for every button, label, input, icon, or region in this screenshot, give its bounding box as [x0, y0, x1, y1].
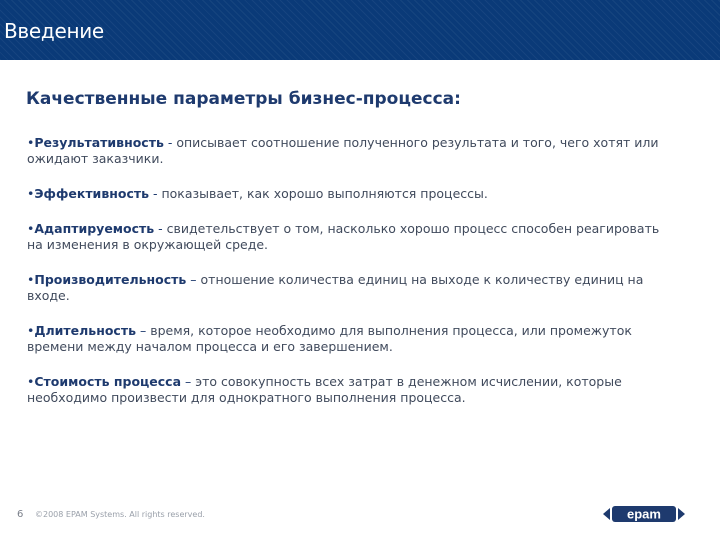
list-item — [27, 221, 677, 253]
title-bar — [0, 0, 720, 60]
bullet: • — [27, 374, 35, 389]
page-number: 6 — [17, 509, 24, 520]
item-text: описывает соотношение полученного результата и того, чего хотят или ожидают заказчики. — [27, 135, 659, 166]
item-text: отношение количества единиц на выходе к количеству единиц на входе. — [27, 272, 644, 303]
logo-left-arrow — [603, 508, 610, 520]
item-separator: – — [136, 323, 151, 338]
item-term: Результативность — [34, 135, 164, 150]
list-item — [27, 135, 677, 167]
bullet: • — [27, 221, 35, 236]
copyright-text: ©2008 EPAM Systems. All rights reserved. — [35, 510, 205, 519]
logo-right-arrow — [678, 508, 685, 520]
item-text: показывает, как хорошо выполняются процессы. — [161, 186, 488, 201]
list-item — [27, 374, 677, 406]
item-separator: – — [181, 374, 196, 389]
item-term: Длительность — [34, 323, 136, 338]
bullet: • — [27, 272, 35, 287]
list-item — [27, 186, 677, 202]
item-term: Эффективность — [34, 186, 150, 201]
slide-title: Введение — [4, 19, 104, 43]
slide-heading: Качественные параметры бизнес-процесса: — [26, 89, 461, 109]
epam-logo — [603, 503, 685, 525]
item-term: Адаптируемость — [34, 221, 155, 236]
list-item — [27, 323, 677, 355]
parameter-list — [27, 135, 677, 425]
item-term: Производительность — [34, 272, 187, 287]
item-term: Стоимость процесса — [34, 374, 182, 389]
list-item — [27, 272, 677, 304]
bullet: • — [27, 135, 35, 150]
item-separator: - — [163, 135, 177, 150]
bullet: • — [27, 186, 35, 201]
bullet: • — [27, 323, 35, 338]
logo-text: epam — [627, 506, 661, 522]
item-separator: – — [186, 272, 201, 287]
item-text: свидетельствует о том, насколько хорошо процесс способен реагировать на изменения в окружающей среде. — [27, 221, 660, 252]
item-separator: - — [154, 221, 167, 236]
item-text: время, которое необходимо для выполнения процесса, или промежуток времени между началом процесса и его завершением. — [27, 323, 632, 354]
item-separator: - — [149, 186, 162, 201]
item-text: это совокупность всех затрат в денежном исчислении, которые необходимо произвести для однократного выполнения процесса. — [27, 374, 622, 405]
